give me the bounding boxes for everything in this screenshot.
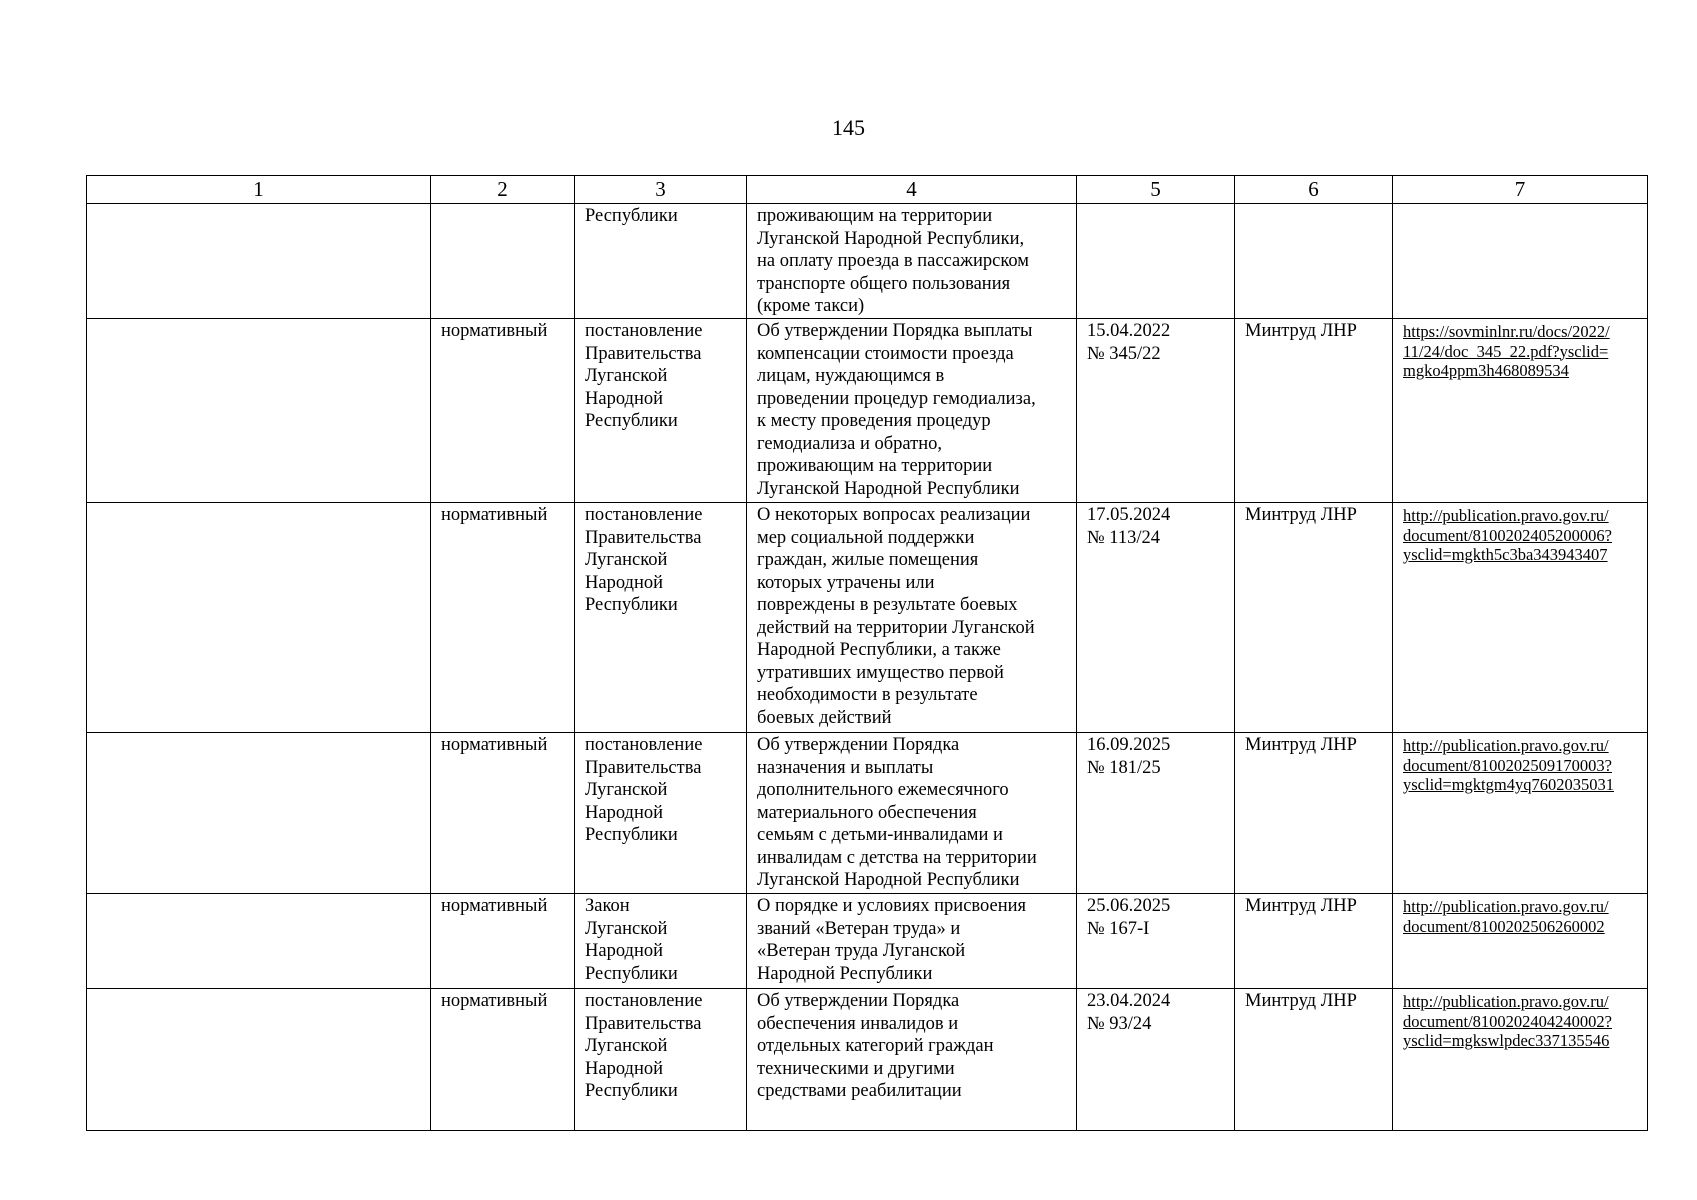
table-row [87,989,1648,1131]
cell-act-title: Об утверждении Порядка назначения и выплаты дополнительного ежемесячного материального обеспечения семьям с детьми-инвалидами и инвалидам с детства на территории Луганской Народной Республики [747,733,1077,894]
cell-type: нормативный [431,319,575,503]
cell-area [87,894,431,989]
legal-acts-table [86,175,1648,1131]
header-col-3: 3 [575,176,747,204]
cell-link [1393,894,1648,989]
table-row [87,204,1648,319]
header-col-7: 7 [1393,176,1648,204]
document-link[interactable] [1403,205,1637,207]
table-row [87,894,1648,989]
cell-date-number: 16.09.2025 № 181/25 [1077,733,1235,894]
cell-type: нормативный [431,503,575,733]
header-col-4: 4 [747,176,1077,204]
cell-act-kind: Закон Луганской Народной Республики [575,894,747,989]
cell-act-title: Об утверждении Порядка обеспечения инвалидов и отдельных категорий граждан техническими и другими средствами реабилитации [747,989,1077,1131]
cell-date-number: 15.04.2022 № 345/22 [1077,319,1235,503]
document-link[interactable]: http://publication.pravo.gov.ru/ document/8100202404240002? ysclid=mgkswlpdec337135546 [1403,992,1612,1050]
header-col-2: 2 [431,176,575,204]
cell-act-kind: постановление Правительства Луганской Народной Республики [575,733,747,894]
cell-area [87,503,431,733]
cell-date-number [1077,204,1235,319]
cell-responsible: Минтруд ЛНР [1235,894,1393,989]
cell-act-kind: постановление Правительства Луганской Народной Республики [575,989,747,1131]
cell-link [1393,989,1648,1131]
cell-responsible: Минтруд ЛНР [1235,319,1393,503]
cell-responsible: Минтруд ЛНР [1235,989,1393,1131]
table-row [87,733,1648,894]
cell-act-kind: Республики [575,204,747,319]
cell-act-title: О некоторых вопросах реализации мер социальной поддержки граждан, жилые помещения которых утрачены или повреждены в результате боевых действий на территории Луганской Народной Республики, а также утративших имущество первой необходимости в результате боевых действий [747,503,1077,733]
header-col-6: 6 [1235,176,1393,204]
cell-act-title: О порядке и условиях присвоения званий «Ветеран труда» и «Ветеран труда Луганской Народной Республики [747,894,1077,989]
cell-type: нормативный [431,989,575,1131]
cell-act-kind: постановление Правительства Луганской Народной Республики [575,503,747,733]
cell-responsible: Минтруд ЛНР [1235,733,1393,894]
cell-area [87,204,431,319]
table-row [87,319,1648,503]
table-row [87,503,1648,733]
cell-type: нормативный [431,894,575,989]
cell-link [1393,733,1648,894]
cell-act-title: проживающим на территории Луганской Народной Республики, на оплату проезда в пассажирском транспорте общего пользования (кроме такси) [747,204,1077,319]
cell-responsible: Минтруд ЛНР [1235,503,1393,733]
document-link[interactable]: http://publication.pravo.gov.ru/ document/8100202405200006? ysclid=mgkth5c3ba343943407 [1403,506,1612,564]
cell-area [87,733,431,894]
table-header-row [87,176,1648,204]
document-link[interactable]: https://sovminlnr.ru/docs/2022/ 11/24/doc_345_22.pdf?ysclid= mgko4ppm3h468089534 [1403,322,1610,380]
cell-date-number: 25.06.2025 № 167-I [1077,894,1235,989]
cell-link [1393,204,1648,319]
cell-date-number: 23.04.2024 № 93/24 [1077,989,1235,1131]
cell-area [87,319,431,503]
cell-type [431,204,575,319]
cell-act-title: Об утверждении Порядка выплаты компенсации стоимости проезда лицам, нуждающимся в проведении процедур гемодиализа, к месту проведения процедур гемодиализа и обратно, проживающим на территории Луганской Народной Республики [747,319,1077,503]
cell-link [1393,319,1648,503]
page-number: 145 [832,115,865,140]
cell-area [87,989,431,1131]
header-col-5: 5 [1077,176,1235,204]
cell-date-number: 17.05.2024 № 113/24 [1077,503,1235,733]
cell-act-kind: постановление Правительства Луганской Народной Республики [575,319,747,503]
document-link[interactable]: http://publication.pravo.gov.ru/ document/8100202506260002 [1403,897,1609,936]
document-link[interactable]: http://publication.pravo.gov.ru/ document/8100202509170003? ysclid=mgktgm4yq7602035031 [1403,736,1614,794]
header-col-1: 1 [87,176,431,204]
cell-responsible [1235,204,1393,319]
cell-type: нормативный [431,733,575,894]
cell-link [1393,503,1648,733]
